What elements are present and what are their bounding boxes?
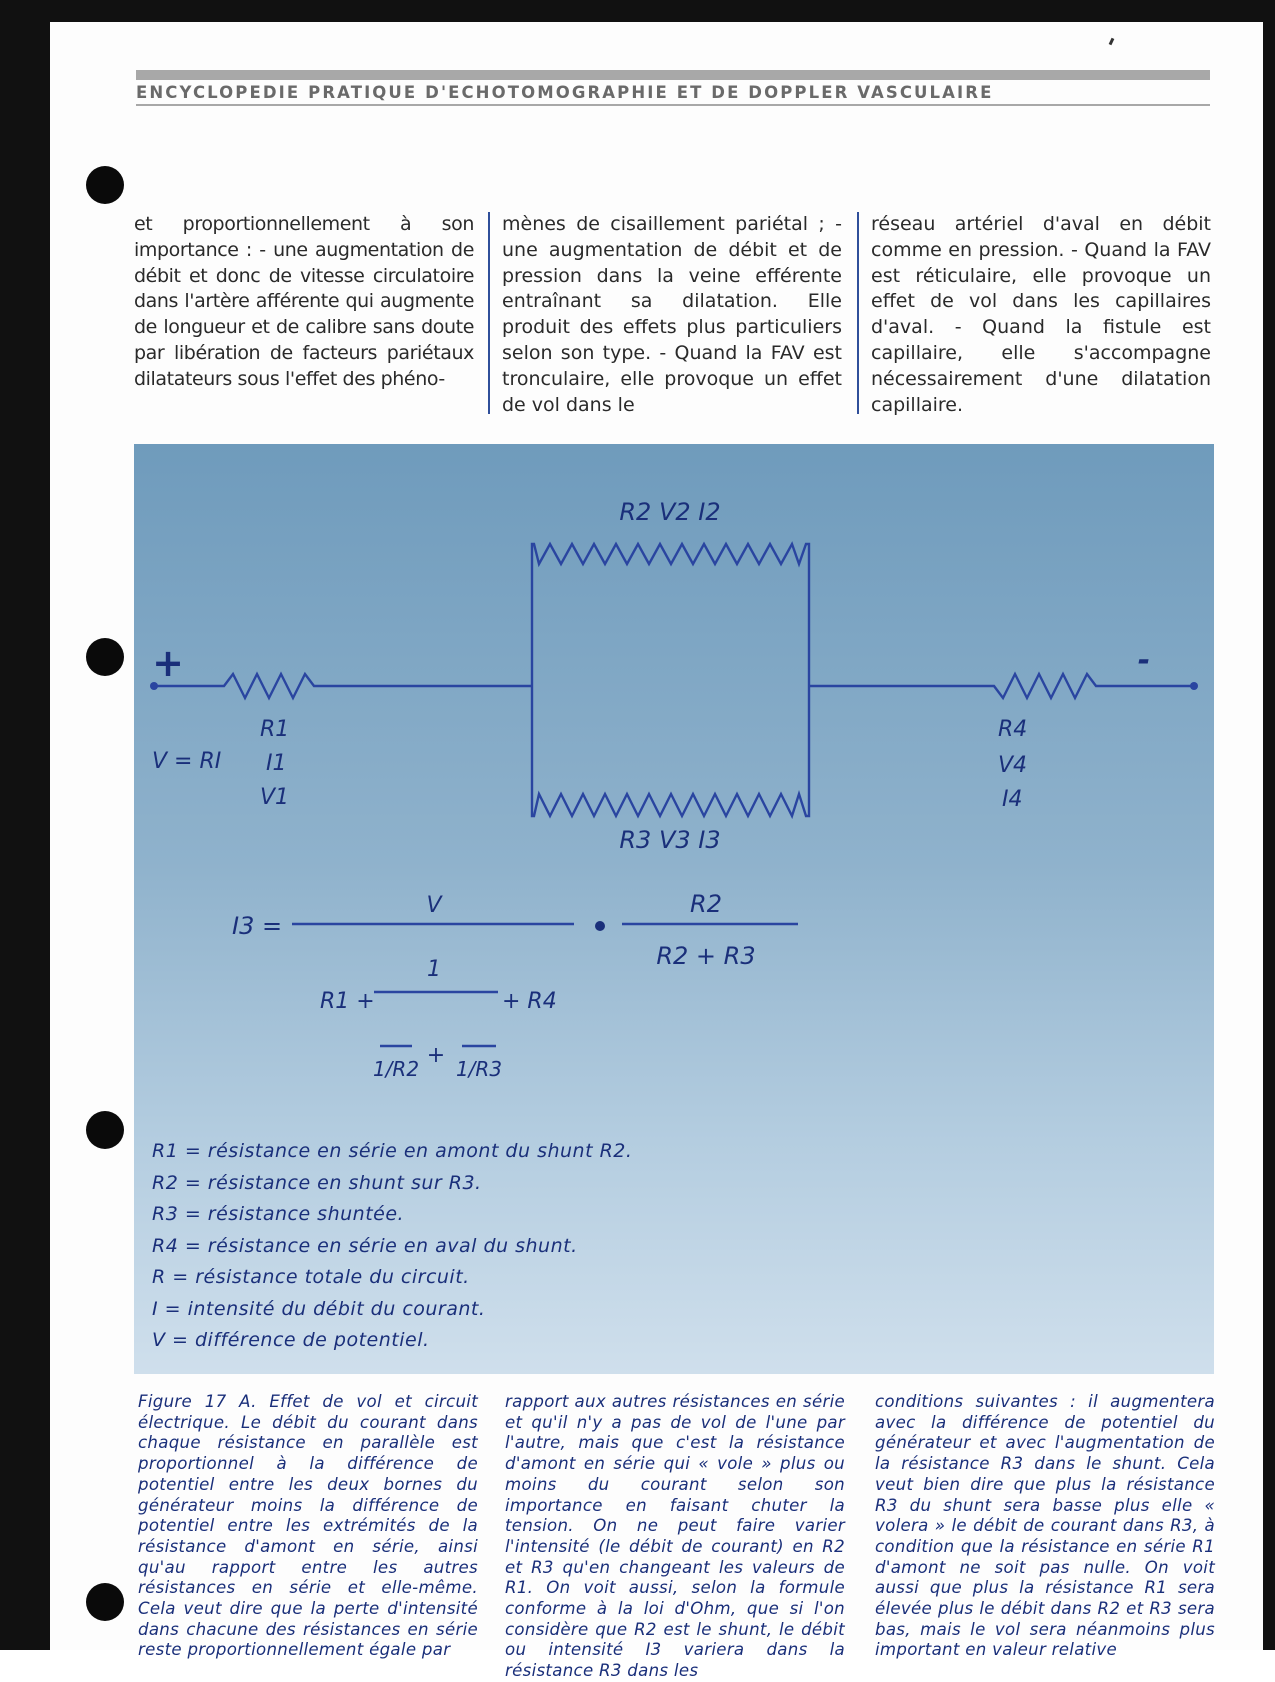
binder-hole bbox=[86, 166, 124, 204]
legend-item: I = intensité du débit du courant. bbox=[152, 1297, 486, 1320]
page-header bbox=[136, 70, 1210, 106]
scan-border-left bbox=[0, 0, 50, 1650]
caption-text: conditions suivantes : il augmentera avec la différence de potentiel du générateur et avec l'augmentation de la résistance R3 dans le shunt. Cela veut bien dire que plus la résistance R3 du shunt sera basse plus elle « volera » le débit de courant dans R3, à condition que la résistance en série R1 d'amont ne soit pas nulle. On voit aussi que plus la résistance R1 sera élevée plus le débit dans R2 et R3 sera bas, mais le vol sera néanmoins plus important en valeur relative bbox=[875, 1392, 1215, 1660]
body-text bbox=[134, 212, 1214, 420]
scan-border-right bbox=[1263, 0, 1275, 1650]
label-v4: V4 bbox=[998, 753, 1028, 778]
formula-inv-r3: 1/R3 bbox=[455, 1057, 503, 1081]
paragraph: réseau artériel d'aval en débit comme en pression. - Quand la FAV est réticulaire, elle provoque un effet de vol dans les capillaires d'aval. - Quand la fistule est capillaire, elle s'accompagne nécessairement d'une dilatation capillaire. bbox=[871, 213, 1211, 416]
formula-r4: + R4 bbox=[502, 989, 557, 1014]
label-r2-v2-i2: R2 V2 I2 bbox=[619, 498, 721, 526]
formula-numerator: V bbox=[426, 893, 442, 918]
resistor-r3 bbox=[532, 686, 809, 816]
wire-left bbox=[156, 674, 532, 698]
formula-inv-r2: 1/R2 bbox=[372, 1057, 420, 1081]
terminal-right bbox=[1190, 682, 1198, 690]
formula-one: 1 bbox=[427, 957, 441, 982]
legend-item: R = résistance totale du circuit. bbox=[152, 1266, 470, 1288]
header-bar bbox=[136, 70, 1210, 80]
legend-item: R3 = résistance shuntée. bbox=[152, 1203, 405, 1225]
label-v1: V1 bbox=[260, 785, 290, 810]
legend-item: V = différence de potentiel. bbox=[152, 1329, 430, 1351]
resistor-r2 bbox=[532, 544, 809, 686]
body-column-3 bbox=[871, 212, 1211, 418]
body-column-2 bbox=[502, 212, 842, 418]
label-r3-v3-i3: R3 V3 I3 bbox=[619, 826, 721, 854]
label-r1: R1 bbox=[260, 717, 290, 742]
column-rule bbox=[857, 212, 859, 414]
caption-text: Figure 17 A. Effet de vol et circuit électrique. Le débit du courant dans chaque résistance en parallèle est proportionnel à la différence de potentiel entre les deux bornes du générateur moins la différence de potentiel entre les extrémités de la résistance d'amont en série, ainsi qu'au rapport entre les autres résistances en série et elle-même. Cela veut dire que la perte d'intensité dans chacune des résistances en série reste proportionnellement égale par bbox=[138, 1392, 478, 1660]
legend-item: R2 = résistance en shunt sur R3. bbox=[152, 1171, 482, 1194]
label-r4: R4 bbox=[998, 717, 1028, 742]
caption-column-1 bbox=[138, 1392, 478, 1661]
paragraph: mènes de cisaillement pariétal ; - une augmentation de débit et de pression dans la veine efférente entraînant sa dilatation. Elle produit des effets plus particuliers selon son type. - Quand la FAV est tronculaire, elle provoque un effet de vol dans le bbox=[502, 213, 842, 416]
body-column-1 bbox=[134, 212, 474, 393]
caption-text: rapport aux autres résistances en série et qu'il n'y a pas de vol de l'une par l'autre, mais que c'est la résistance d'amont en série qui « vole » plus ou moins du courant selon son importance en faisant chuter la tension. On ne peut faire varier l'intensité (le débit de courant) en R2 et R3 qu'en changeant les valeurs de R1. On voit aussi, selon la formule conforme à la loi d'Ohm, que si l'on considère que R2 est le shunt, le débit ou intensité I3 variera dans la résistance R3 dans les bbox=[505, 1392, 845, 1681]
column-rule bbox=[488, 212, 490, 414]
formula-plus: + bbox=[426, 1043, 446, 1068]
caption-column-3 bbox=[875, 1392, 1215, 1661]
minus-sign: - bbox=[1137, 643, 1151, 678]
figure-legend bbox=[152, 1136, 632, 1357]
label-i4: I4 bbox=[1002, 787, 1023, 812]
wire-right bbox=[809, 674, 1192, 698]
paragraph: et proportionnellement à son importance : - une augmentation de débit et donc de vitesse circulatoire dans l'artère afférente qui augmente de longueur et de calibre sans doute par libération de facteurs pariétaux dilatateurs sous l'effet des phéno- bbox=[134, 213, 474, 390]
binder-hole bbox=[86, 1583, 124, 1621]
plus-sign: + bbox=[152, 641, 184, 685]
ohm-law: V = RI bbox=[152, 749, 222, 774]
multiply-dot bbox=[595, 921, 605, 931]
header-title: ENCYCLOPEDIE PRATIQUE D'ECHOTOMOGRAPHIE ET DE DOPPLER VASCULAIRE bbox=[136, 83, 994, 102]
header-rule bbox=[136, 104, 1210, 106]
formula-second-numerator: R2 bbox=[690, 890, 722, 918]
caption-column-2 bbox=[505, 1392, 845, 1682]
circuit-figure bbox=[134, 444, 1214, 1374]
legend-item: R4 = résistance en série en aval du shunt. bbox=[152, 1234, 578, 1257]
binder-hole bbox=[86, 638, 124, 676]
legend-item: R1 = résistance en série en amont du shunt R2. bbox=[152, 1140, 633, 1162]
formula-lhs: I3 = bbox=[232, 912, 283, 940]
formula-second-denominator: R2 + R3 bbox=[656, 942, 756, 970]
formula-r1: R1 + bbox=[320, 989, 375, 1014]
scan-border-top bbox=[0, 0, 1275, 22]
binder-hole bbox=[86, 1111, 124, 1149]
label-i1: I1 bbox=[266, 751, 287, 776]
